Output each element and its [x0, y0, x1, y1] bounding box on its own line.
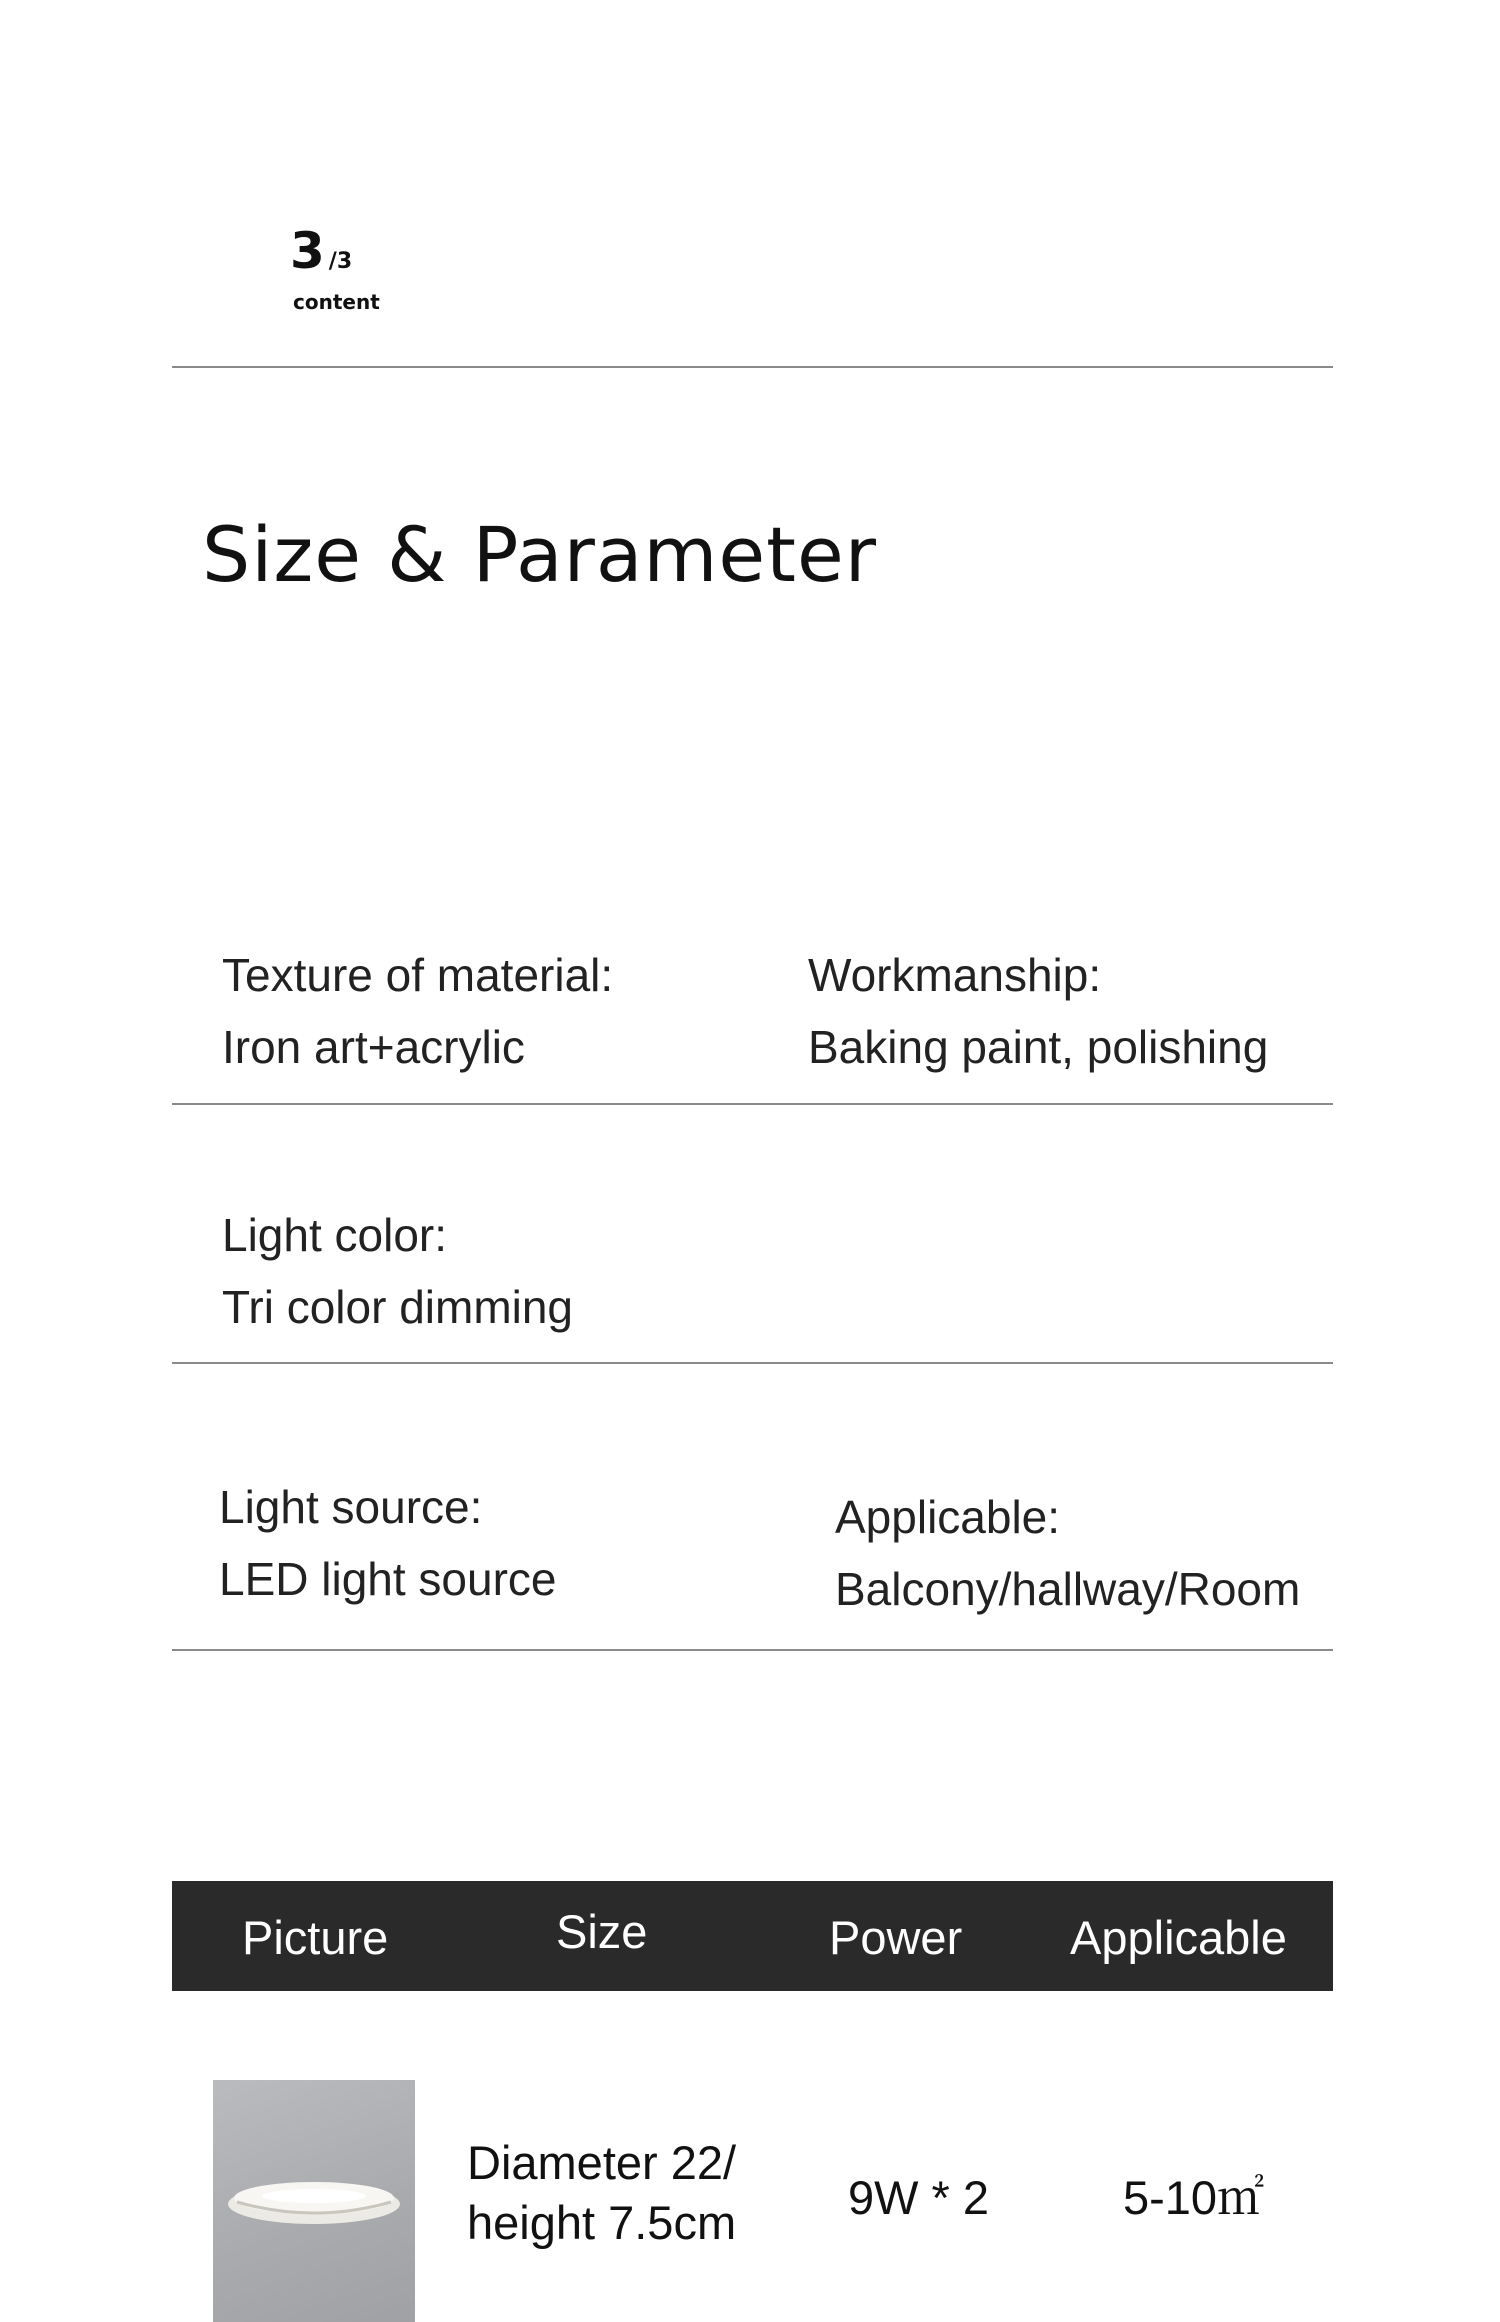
workmanship-value: Baking paint, polishing	[808, 1021, 1269, 1073]
divider-top	[172, 366, 1333, 368]
applicable-value: Balcony/hallway/Room	[835, 1563, 1301, 1615]
area-value: 5-10㎡	[1123, 2171, 1265, 2224]
header-applicable: Applicable	[1070, 1911, 1287, 1964]
page-indicator	[290, 222, 352, 280]
light-source-value: LED light source	[219, 1553, 557, 1605]
workmanship-label: Workmanship:	[808, 949, 1102, 1001]
light-color-label: Light color:	[222, 1209, 448, 1261]
divider-1	[172, 1103, 1333, 1105]
size-line-1: Diameter 22/	[467, 2136, 737, 2189]
page-current: 3	[290, 222, 325, 280]
applicable-label: Applicable:	[835, 1491, 1061, 1543]
material-label: Texture of material:	[222, 949, 614, 1001]
light-source-label: Light source:	[219, 1481, 483, 1533]
ceiling-lamp-icon	[223, 2172, 405, 2230]
material-value: Iron art+acrylic	[222, 1021, 525, 1073]
size-line-2: height 7.5cm	[467, 2196, 737, 2249]
power-value: 9W * 2	[848, 2171, 990, 2224]
page-total: /3	[328, 249, 353, 274]
product-photo	[213, 2080, 415, 2322]
header-picture: Picture	[242, 1911, 389, 1964]
section-label: content	[293, 290, 380, 314]
header-size: Size	[556, 1905, 648, 1958]
light-color-value: Tri color dimming	[222, 1281, 574, 1333]
page-title: Size & Parameter	[202, 510, 877, 599]
divider-3	[172, 1649, 1333, 1651]
header-power: Power	[829, 1911, 963, 1964]
divider-2	[172, 1362, 1333, 1364]
